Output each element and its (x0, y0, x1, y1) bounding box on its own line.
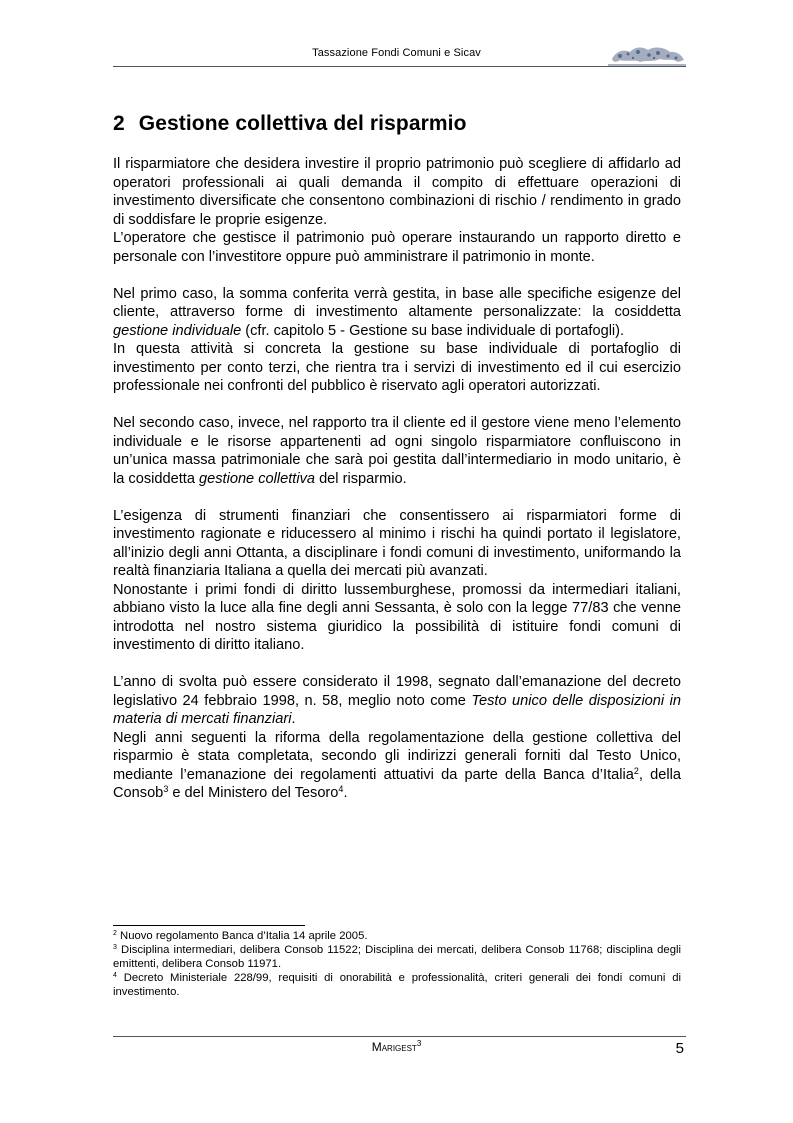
header-divider (113, 66, 686, 67)
footer-brand: Marigest$^3$ (371, 1039, 422, 1054)
paragraph: L’operatore che gestisce il patrimonio può operare instaurando un rapporto diretto e personale con l’investitore oppure può amministrare il patrimonio in monte. (113, 230, 681, 265)
section-heading (113, 112, 467, 136)
footer-divider (113, 1036, 686, 1037)
body-text (113, 155, 681, 803)
paragraph: Nel primo caso, la somma conferita verrà gestita, in base alle specifiche esigenze del cliente, attraverso forme di investimento altamente personalizzate: la cosiddetta gestione individuale (cfr. capitolo 5 - Gestione su base individuale di portafogli). (113, 285, 681, 339)
footnote-separator (113, 925, 305, 926)
paragraph: Il risparmiatore che desidera investire il proprio patrimonio può scegliere di affidarlo ad operatori professionali ai quali demanda il compito di effettuare operazioni di investimento diversificate che consentono combinazioni di rischio / rendimento in grado di soddisfare le proprie esigenze. (113, 156, 681, 228)
paragraph: Nonostante i primi fondi di diritto lussemburghese, promossi da intermediari italiani, abbiano visto la luce alla fine degli anni Sessanta, è solo con la legge 77/83 che venne introdotta nel nostro sistema giuridico la possibilità di istituire fondi comuni di investimento di diritto italiano. (113, 581, 681, 653)
footnote-ref[interactable]: 2 (633, 765, 639, 776)
footnote: $^4$ Decreto Ministeriale 228/99, requisiti di onorabilità e professionalità, criteri generali dei fondi comuni di investimento. (113, 972, 681, 998)
paragraph: Negli anni seguenti la riforma della regolamentazione della gestione collettiva del risparmio è stata completata, secondo gli indirizzi generali forniti dal Testo Unico, mediante l’emanazione dei regolamenti attuativi da parte della Banca d’Italia$^2$, della Consob$^3$ e del Ministero del Tesoro$^4$. (113, 729, 681, 801)
footnote: $^2$ Nuovo regolamento Banca d’Italia 14 aprile 2005. (113, 930, 368, 942)
footnote-marker: 2 (113, 930, 117, 937)
paragraph: Nel secondo caso, invece, nel rapporto tra il cliente ed il gestore viene meno l’elemento individuale e le risorse appartenenti ad ogni singolo risparmiatore confluiscono in un’unica massa patrimoniale che sarà poi gestita dall’intermediario in modo unitario, è la cosiddetta gestione collettiva del risparmio. (113, 415, 681, 487)
running-header-title: Tassazione Fondi Comuni e Sicav (312, 47, 481, 59)
paragraph: L’anno di svolta può essere considerato il 1998, segnato dall’emanazione del decreto legislativo 24 febbraio 1998, n. 58, meglio noto come Testo unico delle disposizioni in materia di mercati finanziari. (113, 674, 681, 727)
footnotes (113, 929, 681, 999)
footnote-ref[interactable]: 3 (163, 784, 169, 794)
section-title: Gestione collettiva del risparmio (138, 112, 467, 135)
paragraph: L’esigenza di strumenti finanziari che consentissero ai risparmiatori forme di investimento ragionate e riducessero al minimo i rischi ha quindi portato il legislatore, all’inizio degli anni Ottanta, a disciplinare i fondi comuni di investimento, uniformando la realtà finanziaria Italiana a quella dei mercati più avanzati. (113, 507, 681, 579)
section-number: 2 (113, 112, 125, 135)
page-number: 5 (675, 1040, 684, 1057)
world-map-logo-icon (608, 43, 686, 67)
emphasis: gestione collettiva (199, 470, 316, 487)
footnote-marker: 3 (113, 944, 117, 951)
paragraph: In questa attività si concreta la gestione su base individuale di portafoglio di investimento per conto terzi, che rientra tra i servizi di investimento ed il cui esercizio professionale nei confronti del pubblico è riservato agli operatori autorizzati. (113, 341, 681, 394)
emphasis: Testo unico delle disposizioni in materia di mercati finanziari (113, 692, 681, 727)
footnote: $^3$ Disciplina intermediari, delibera Consob 11522; Disciplina dei mercati, delibera Consob 11768; disciplina degli emittenti, delibera Consob 11971. (113, 944, 681, 970)
footnote-marker: 4 (113, 972, 117, 979)
footnote-ref[interactable]: 4 (338, 784, 344, 794)
emphasis: gestione individuale (113, 322, 242, 339)
